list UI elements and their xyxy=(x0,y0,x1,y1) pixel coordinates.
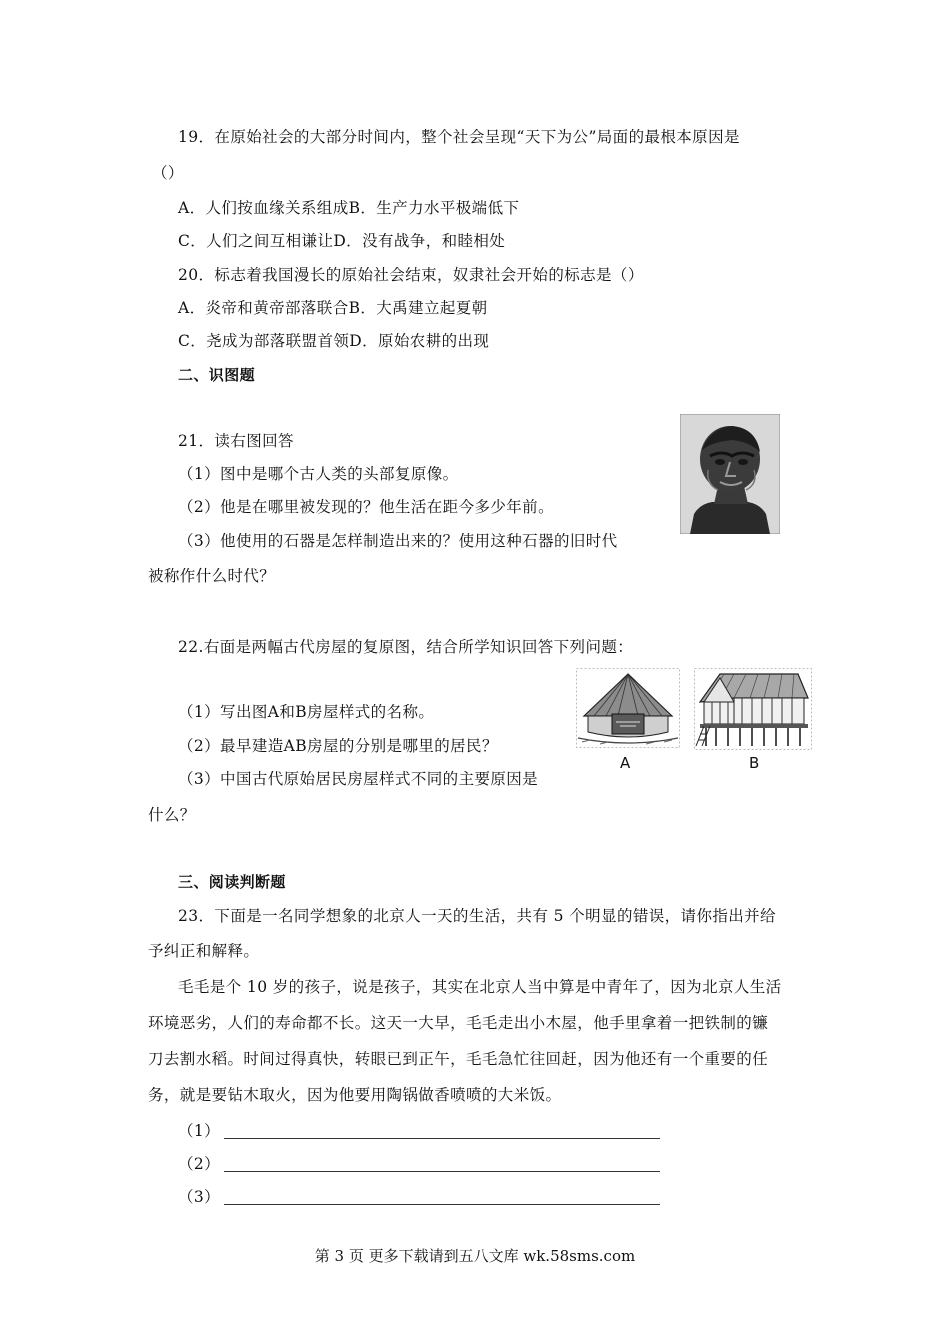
q22-sub1: （1）写出图A和B房屋样式的名称。 xyxy=(178,703,435,721)
answer-label: （2） xyxy=(178,1155,221,1173)
q23-passage-line-3: 刀去割水稻。时间过得真快，转眼已到正午，毛毛急忙往回赶，因为他还有一个重要的任 xyxy=(148,1050,769,1068)
house-b-caption: B xyxy=(749,754,760,772)
answer-blank-2[interactable] xyxy=(224,1155,660,1172)
head-reconstruction-image xyxy=(680,414,780,534)
answer-blank-3[interactable] xyxy=(224,1188,660,1205)
q23-passage-line-2: 环境恶劣，人们的寿命都不长。这天一大早，毛毛走出小木屋，他手里拿着一把铁制的镰 xyxy=(148,1014,769,1032)
house-a-image xyxy=(576,668,680,748)
q19-options-ab: A．人们按血缘关系组成B．生产力水平极端低下 xyxy=(178,199,520,217)
q20-options-cd: C．尧成为部落联盟首领D．原始农耕的出现 xyxy=(178,332,490,350)
page-footer: 第 3 页 更多下载请到五八文库 wk.58sms.com xyxy=(314,1247,636,1265)
section-heading-reading-judgement: 三、阅读判断题 xyxy=(178,873,286,891)
q19-options-cd: C．人们之间互相谦让D．没有战争，和睦相处 xyxy=(178,232,506,250)
section-heading-picture-questions: 二、识图题 xyxy=(178,366,256,384)
q21-sub3-continued: 被称作什么时代？ xyxy=(148,567,276,585)
q20-stem: 20．标志着我国漫长的原始社会结束，奴隶社会开始的标志是（） xyxy=(178,266,644,284)
answer-label: （3） xyxy=(178,1188,221,1206)
answer-label: （1） xyxy=(178,1122,221,1140)
q23-stem: 23．下面是一名同学想象的北京人一天的生活，共有 5 个明显的错误，请你指出并给 xyxy=(178,907,776,925)
q21-sub3: （3）他使用的石器是怎样制造出来的？使用这种石器的旧时代 xyxy=(178,532,618,550)
q21-sub2: （2）他是在哪里被发现的？他生活在距今多少年前。 xyxy=(178,498,554,516)
q21-stem: 21．读右图回答 xyxy=(178,432,294,450)
q23-passage-line-1: 毛毛是个 10 岁的孩子，说是孩子，其实在北京人当中算是中青年了，因为北京人生活 xyxy=(178,978,782,996)
q23-answer-row-3 xyxy=(178,1186,660,1208)
q22-sub2: （2）最早建造AB房屋的分别是哪里的居民？ xyxy=(178,737,498,755)
q22-sub3: （3）中国古代原始居民房屋样式不同的主要原因是 xyxy=(178,770,539,788)
house-b-image xyxy=(694,668,812,750)
q22-stem: 22.右面是两幅古代房屋的复原图，结合所学知识回答下列问题： xyxy=(178,638,634,656)
q23-answer-row-1 xyxy=(178,1120,660,1142)
q23-passage-line-4: 务，就是要钻木取火，因为他要用陶锅做香喷喷的大米饭。 xyxy=(148,1086,562,1104)
q22-sub3-continued: 什么？ xyxy=(148,806,196,824)
q19-stem: 19．在原始社会的大部分时间内，整个社会呈现“天下为公”局面的最根本原因是 xyxy=(178,128,740,146)
answer-blank-1[interactable] xyxy=(224,1122,660,1139)
q19-blank: （） xyxy=(152,164,184,182)
q20-options-ab: A．炎帝和黄帝部落联合B．大禹建立起夏朝 xyxy=(178,299,488,317)
q23-answer-row-2 xyxy=(178,1153,660,1175)
q21-sub1: （1）图中是哪个古人类的头部复原像。 xyxy=(178,465,459,483)
house-a-caption: A xyxy=(620,754,631,772)
q23-stem-continued: 予纠正和解释。 xyxy=(148,942,260,960)
